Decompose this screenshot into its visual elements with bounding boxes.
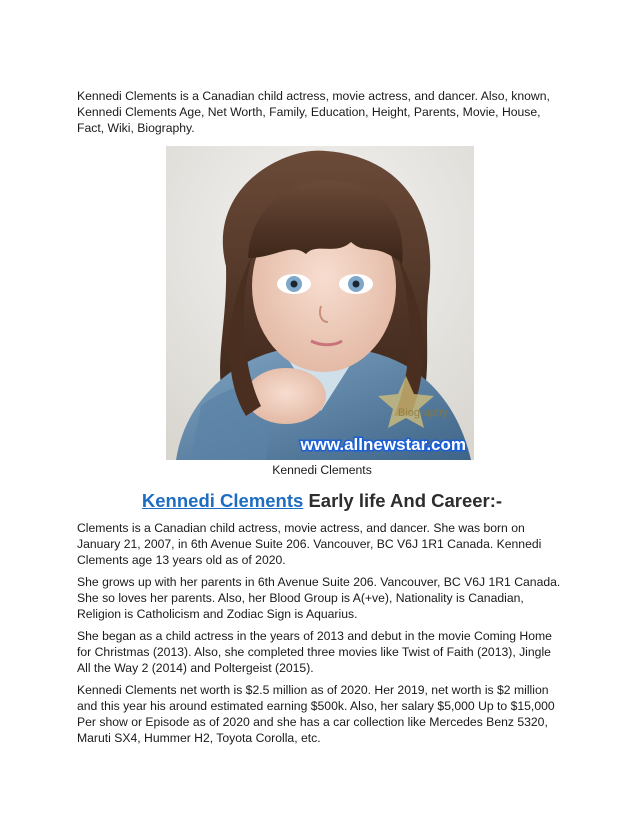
section-heading bbox=[77, 490, 567, 512]
paragraph-family: She grows up with her parents in 6th Avenue Suite 206. Vancouver, BC V6J 1R1 Canada. She so loves her parents. Also, her Blood Group is A(+ve), Nationality is Canadian, Religion is Catholicism and Zodiac Sign is Aquarius. bbox=[77, 575, 561, 621]
document-page bbox=[77, 88, 567, 752]
intro-paragraph: Kennedi Clements is a Canadian child actress, movie actress, and dancer. Also, known, Kennedi Clements Age, Net Worth, Family, Education, Height, Parents, Movie, House, Fact, Wiki, Biography. bbox=[77, 89, 550, 135]
girl-portrait-image bbox=[166, 146, 474, 460]
heading-link[interactable]: Kennedi Clements bbox=[141, 490, 304, 511]
paragraph-early-life: Clements is a Canadian child actress, movie actress, and dancer. She was born on January 21, 2007, in 6th Avenue Suite 206. Vancouver, BC V6J 1R1 Canada. Kennedi Clements age 13 years old as of 2020. bbox=[77, 521, 542, 567]
badge-text: Biography bbox=[398, 407, 448, 419]
paragraph-net-worth: Kennedi Clements net worth is $2.5 million as of 2020. Her 2019, net worth is $2 million and this year his around estimated earning $500k. Also, her salary $5,000 Up to $15,000 Per show or Episode as of 2020 and she has a car collection like Mercedes Benz 5320, Maruti SX4, Hummer H2, Toyota Corolla, etc. bbox=[77, 683, 555, 745]
photo-caption: Kennedi Clements bbox=[272, 463, 372, 477]
watermark-text: www.allnewstar.com bbox=[300, 435, 466, 454]
heading-rest: Early life And Career:- bbox=[303, 490, 503, 511]
profile-photo bbox=[166, 146, 474, 460]
paragraph-career: She began as a child actress in the years of 2013 and debut in the movie Coming Home for Christmas (2013). Also, she completed three movies like Twist of Faith (2013), Jingle All the Way 2 (2014) and Poltergeist (2015). bbox=[77, 629, 552, 675]
